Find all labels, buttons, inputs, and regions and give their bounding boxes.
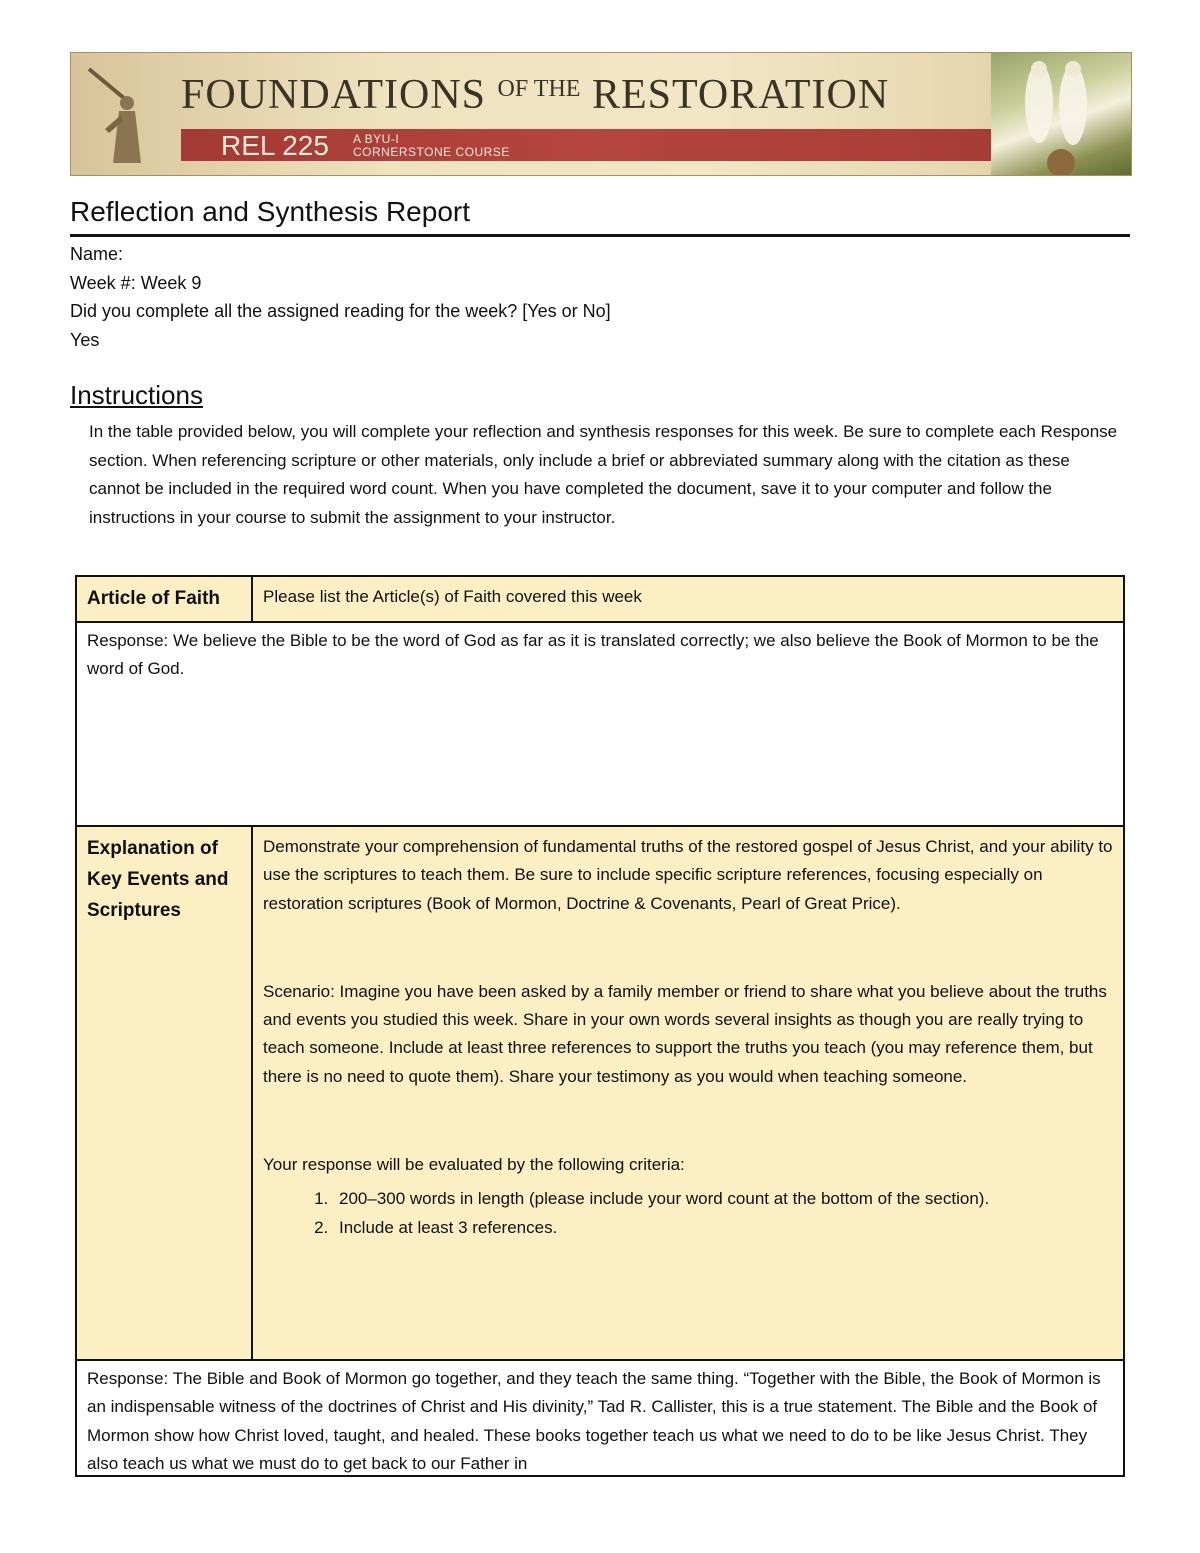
- table-row: [75, 825, 1125, 1361]
- explanation-label: Explanation of Key Events and Scriptures: [87, 838, 229, 921]
- reading-answer: Yes: [70, 329, 100, 350]
- week-line: Week #: Week 9: [70, 272, 202, 293]
- course-code: REL 225: [221, 130, 329, 161]
- scenario-text: Scenario: Imagine you have been asked by a family member or friend to share what you believe about the truths and events you studied this week. Share in your own words several insights as though you are really trying to teach someone. Include at least three references to support the truths you teach (you may reference them, but there is no need to quote them). Share your testimony as you would when teaching someone.: [263, 981, 1107, 1086]
- row-prompt-cell: [253, 827, 1123, 1359]
- course-banner: [70, 52, 1132, 176]
- criteria-list: [263, 1185, 1113, 1242]
- article-response-cell[interactable]: [75, 621, 1125, 827]
- table-row: [75, 575, 1125, 623]
- article-prompt: Please list the Article(s) of Faith covered this week: [263, 587, 642, 606]
- row-label-cell: [77, 577, 253, 621]
- banner-title: FOUNDATIONS $^{OF THE}$ RESTORATION: [181, 72, 890, 118]
- row-label-cell: [77, 827, 253, 1359]
- explanation-response-text: Response: The Bible and Book of Mormon go together, and they teach the same thing. “Together with the Bible, the Book of Mormon is an indispensable witness of the doctrines of Christ and His divinity,” Tad R. Callister, this is a true statement. The Bible and the Book of Mormon show how Christ loved, taught, and healed. These books together teach us what we need to do to be like Jesus Christ. They also teach us what we must do to get back to our Father in: [87, 1369, 1101, 1473]
- list-item: 2. Include at least 3 references.: [333, 1214, 1113, 1242]
- course-subtitle: A BYU-I CORNERSTONE COURSE: [353, 132, 510, 159]
- title-divider: [70, 234, 1130, 237]
- list-item: 1. 200–300 words in length (please include your word count at the bottom of the section).: [333, 1185, 1113, 1213]
- explanation-response-cell[interactable]: [75, 1359, 1125, 1477]
- instructions-heading: Instructions: [70, 380, 203, 410]
- banner-artwork: [991, 53, 1131, 175]
- criteria-intro: Your response will be evaluated by the following criteria:: [263, 1155, 685, 1175]
- row-prompt-cell: [253, 577, 1123, 621]
- instructions-text: In the table provided below, you will complete your reflection and synthesis responses for this week. Be sure to complete each Response section. When referencing scripture or other materials, only include a brief or abbreviated summary along with the citation as these cannot be included in the required word count. When you have completed the document, save it to your computer and follow the instructions in your course to submit the assignment to your instructor.: [89, 422, 1118, 527]
- explanation-para-1: Demonstrate your comprehension of fundamental truths of the restored gospel of Jesus Christ, and your ability to use the scriptures to teach them. Be sure to include specific scripture references, focusing especially on restoration scriptures (Book of Mormon, Doctrine & Covenants, Pearl of Great Price).: [263, 837, 1113, 913]
- reading-question: Did you complete all the assigned reading for the week? [Yes or No]: [70, 301, 611, 321]
- article-response-text: Response: We believe the Bible to be the word of God as far as it is translated correctly; we also believe the Book of Mormon to be the word of God.: [87, 631, 1099, 679]
- angel-moroni-icon: [85, 59, 155, 171]
- page-title: Reflection and Synthesis Report: [70, 196, 470, 227]
- name-label: Name:: [70, 244, 124, 264]
- report-meta: [70, 240, 611, 354]
- article-label: Article of Faith: [87, 588, 221, 609]
